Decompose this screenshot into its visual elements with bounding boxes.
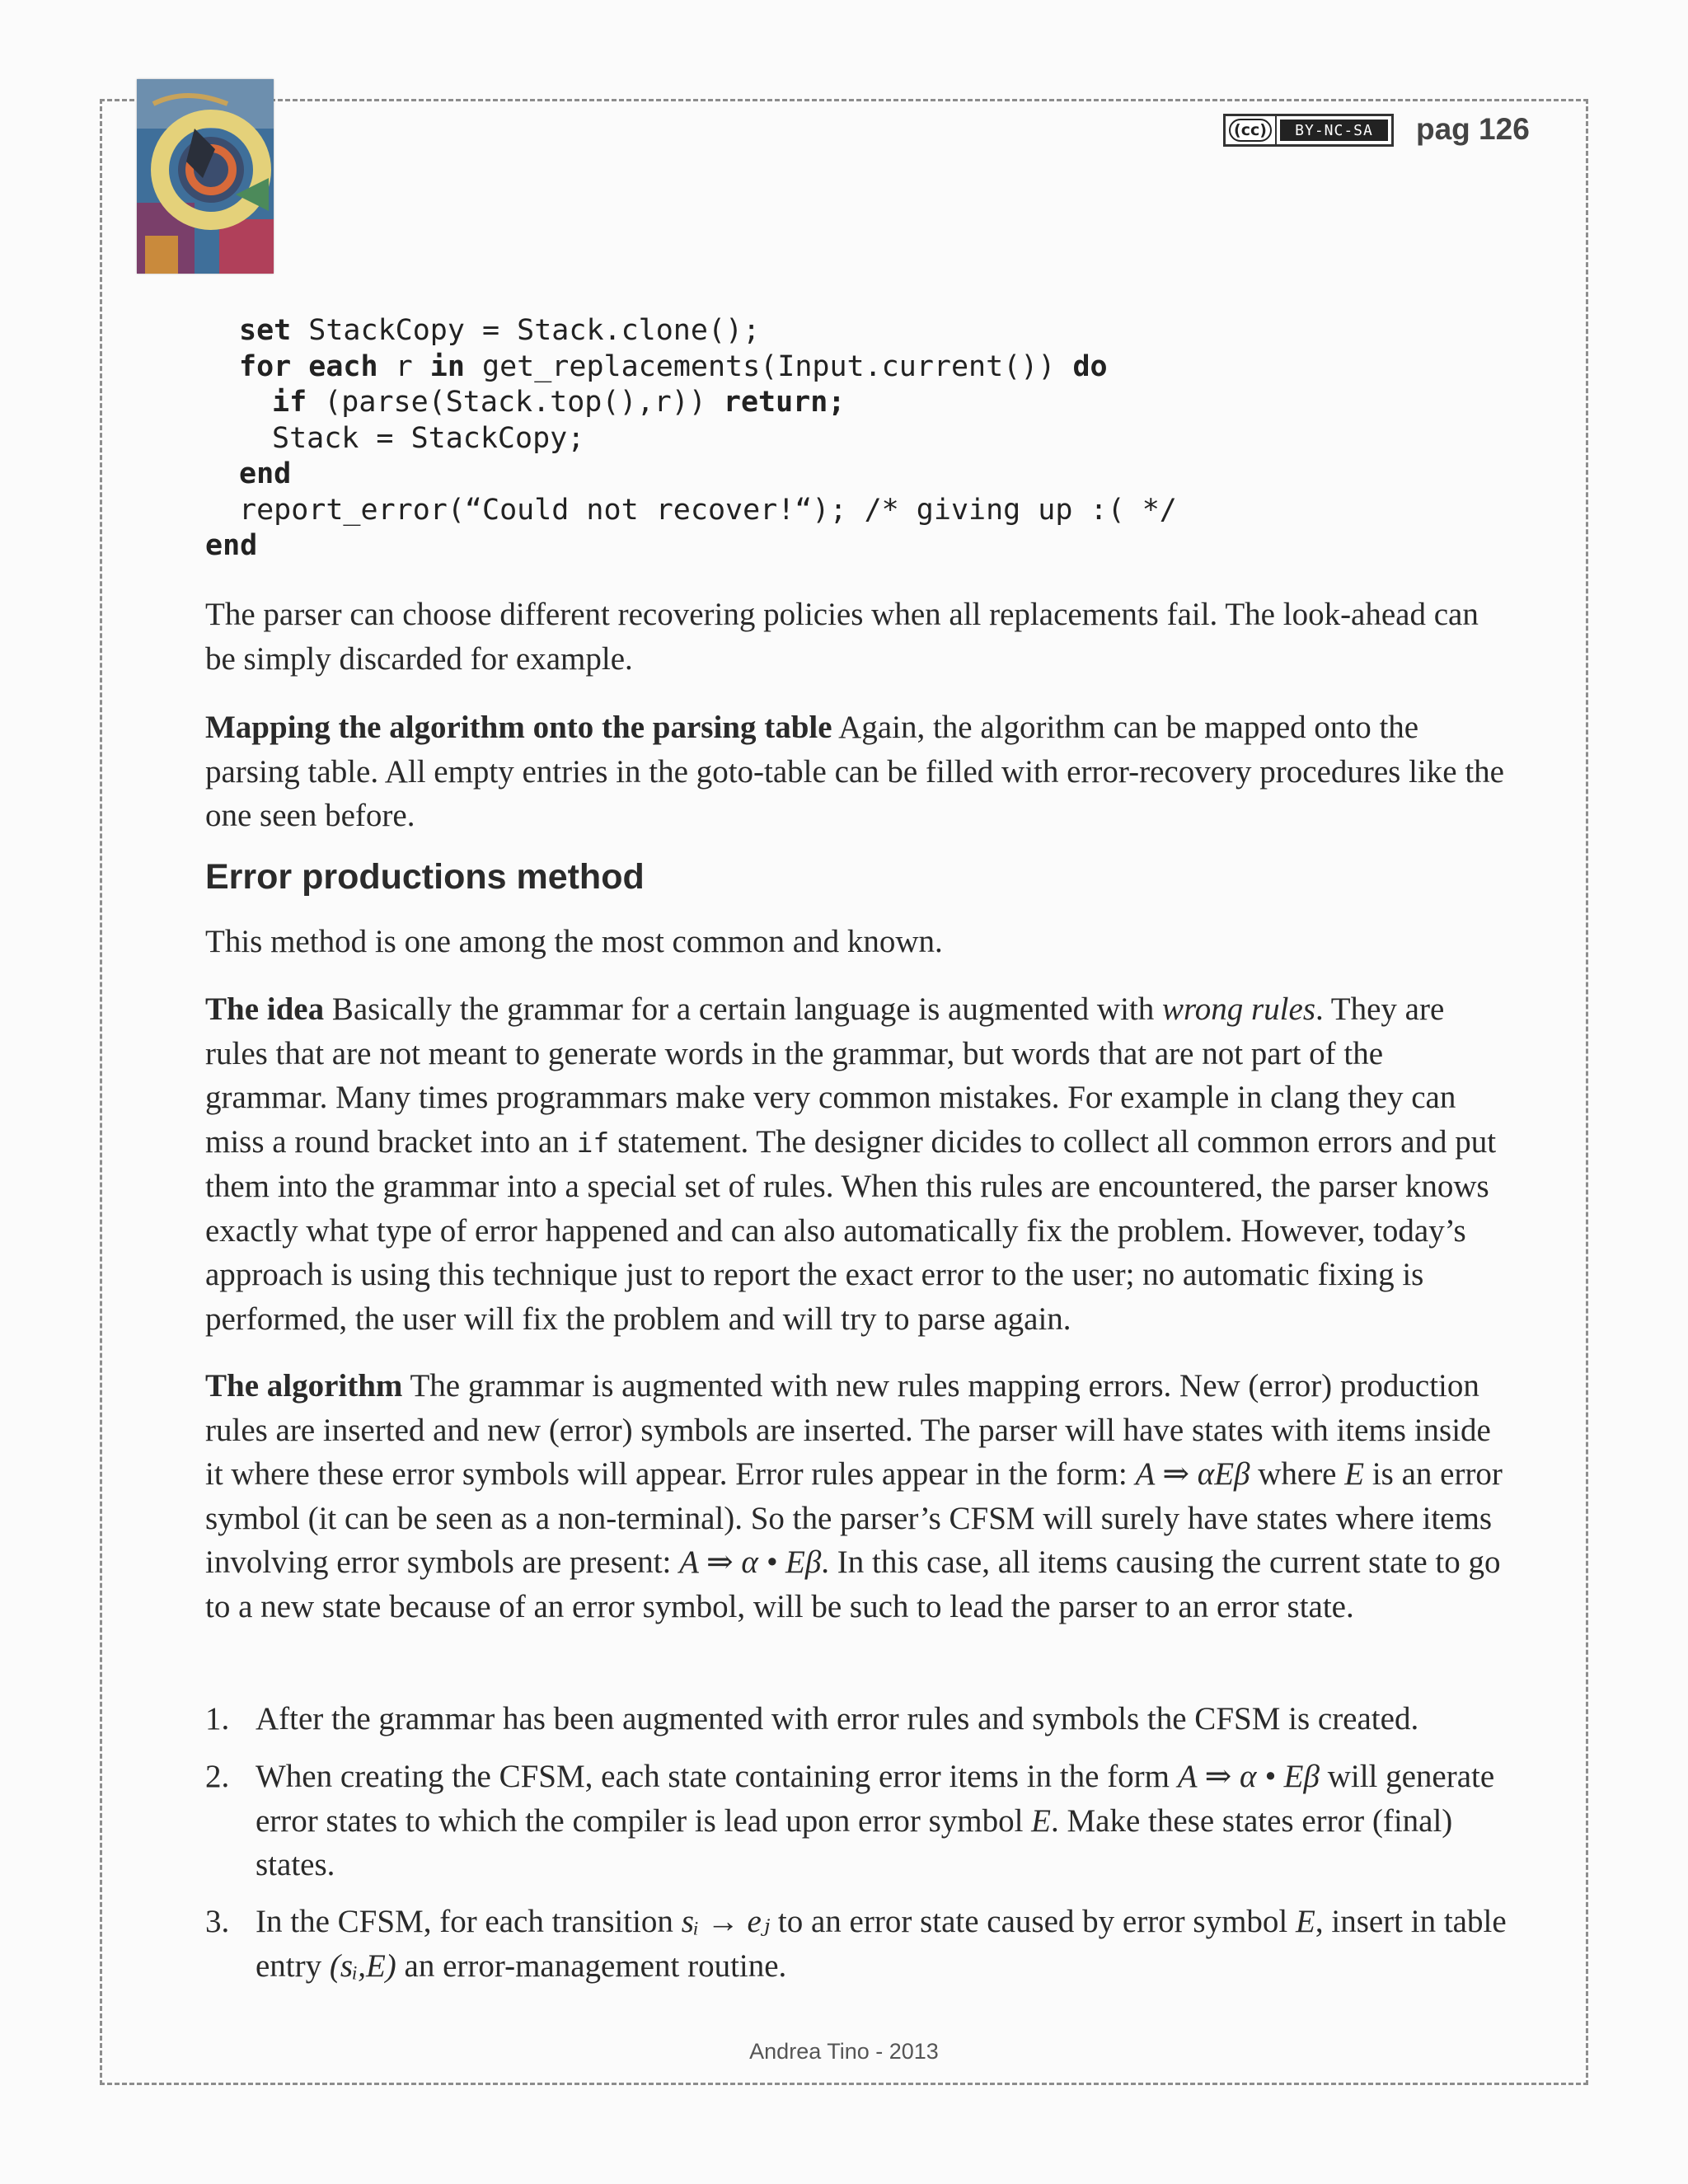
paragraph-the-idea: The idea Basically the grammar for a certain language is augmented with wrong rules. They are rules that are not meant to generate words in the grammar, but words that are not part of the grammar. Many times programmars make very common mistakes. For example in clang they can miss a round bracket into an if statement. The designer dicides to collect all common errors and put them into the grammar into a special set of rules. When this rules are encountered, the parser knows exactly what type of error happened and can also automatically fix the problem. However, today’s approach is using this technique just to report the exact error to the user; no automatic fixing is performed, the user will fix the problem and will try to parse again.	[205, 991, 1497, 1337]
page-footer: Andrea Tino - 2013	[749, 2039, 939, 2064]
cc-icon: (cc)	[1226, 116, 1277, 144]
code-line: set StackCopy = Stack.clone();	[239, 314, 761, 347]
code-line: Stack = StackCopy;	[272, 421, 585, 455]
license-terms: BY-NC-SA	[1280, 120, 1388, 141]
code-line: report_error(“Could not recover!“); /* giving up :( */	[239, 493, 1177, 527]
paragraph-mapping: Mapping the algorithm onto the parsing table Again, the algorithm can be mapped onto the parsing table. All empty entries in the goto-table can be filled with error-recovery procedures like the one seen before.	[205, 710, 1504, 833]
list-item: 1. After the grammar has been augmented with error rules and symbols the CFSM is created.	[205, 1701, 1419, 1736]
section-heading: Error productions method	[205, 857, 645, 897]
page-number: pag 126	[1416, 112, 1530, 146]
cc-license-badge	[1223, 114, 1394, 147]
book-cover-thumbnail	[137, 79, 274, 274]
list-item: 2. When creating the CFSM, each state containing error items in the form A ⇒ α • Eβ will generate error states to which the compiler is lead upon error symbol E. Make these states error (final) states.	[205, 1759, 1495, 1882]
paragraph-recovery-policies: The parser can choose different recovering policies when all replacements fail. The look-ahead can be simply discarded for example.	[205, 597, 1479, 677]
code-line: if (parse(Stack.top(),r)) return;	[272, 386, 846, 419]
code-line: for each r in get_replacements(Input.current()) do	[239, 349, 1108, 383]
code-block	[205, 313, 1177, 565]
code-line: end	[239, 457, 292, 490]
list-item: 3. In the CFSM, for each transition sᵢ → eⱼ to an error state caused by error symbol E, insert in table entry (sᵢ,E) an error-management routine.	[205, 1904, 1507, 1984]
paragraph-the-algorithm: The algorithm The grammar is augmented with new rules mapping errors. New (error) production rules are inserted and new (error) symbols are inserted. The parser will have states with items inside it where these error symbols will appear. Error rules appear in the form: A ⇒ αEβ where E is an error symbol (it can be seen as a non-terminal). So the parser’s CFSM will surely have states where items involving error symbols are present: A ⇒ α • Eβ. In this case, all items causing the current state to go to a new state because of an error symbol, will be such to lead the parser to an error state.	[205, 1368, 1503, 1624]
paragraph-intro: This method is one among the most common and known.	[205, 924, 943, 959]
code-line: end	[205, 529, 258, 562]
